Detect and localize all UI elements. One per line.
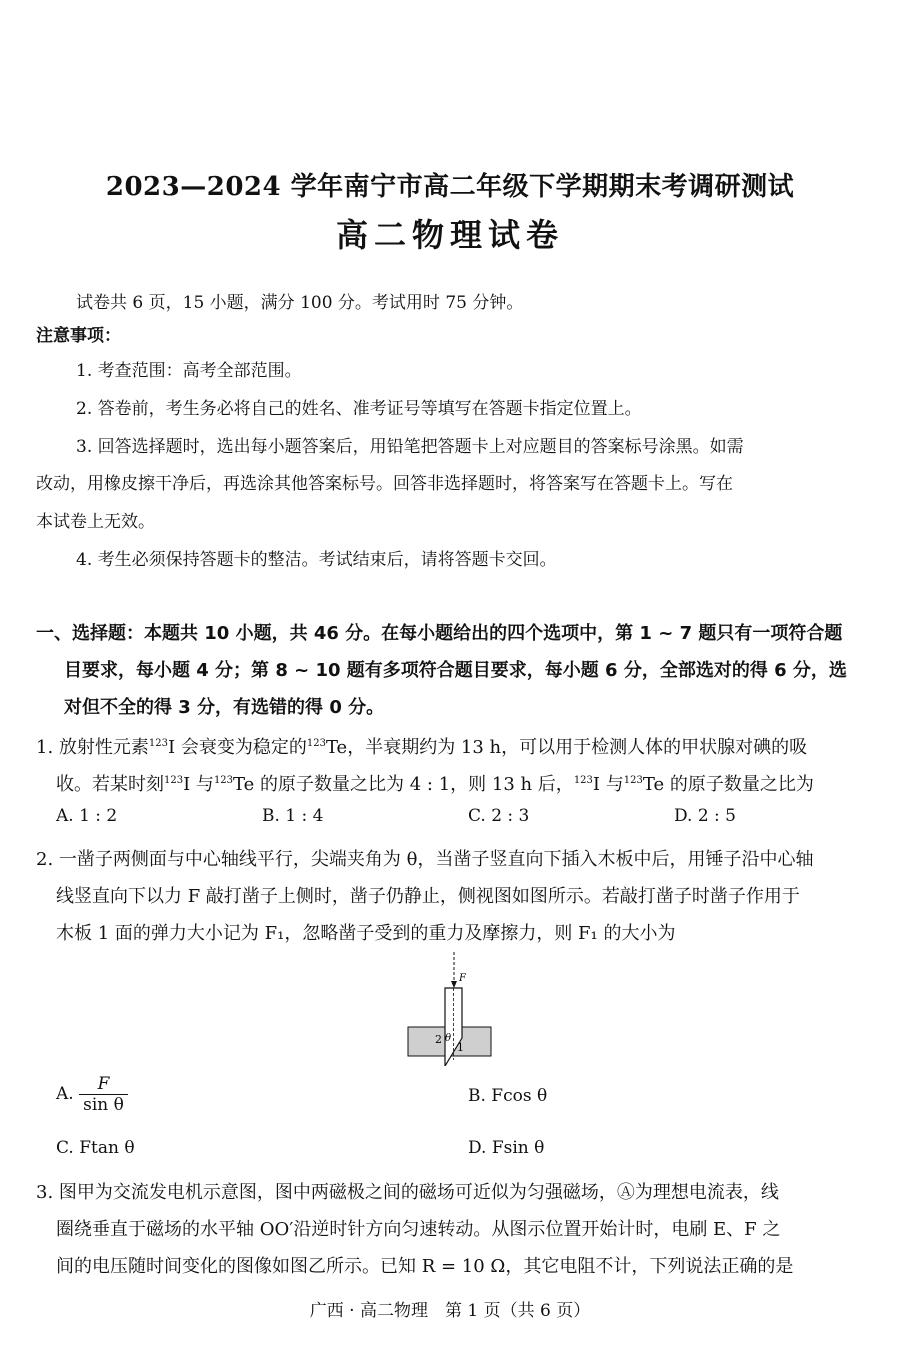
question-1-option-c: C. 2 : 3 — [468, 806, 530, 826]
question-3-line3: 间的电压随时间变化的图像如图乙所示。已知 R = 10 Ω，其它电阻不计，下列说法正确的是 — [56, 1256, 794, 1277]
page-footer: 广西 · 高二物理 第 1 页（共 6 页） — [309, 1301, 591, 1321]
section-1-instructions-line1: 一、选择题：本题共 10 小题，共 46 分。在每小题给出的四个选项中，第 1 ~ 7 题只有一项符合题 — [36, 623, 843, 644]
question-2-option-d: D. Fsin θ — [468, 1138, 545, 1158]
chisel-diagram — [400, 948, 500, 1066]
face-1-label: 1 — [457, 1041, 464, 1054]
question-2-option-a: A. $\frac{F}{\text{sin θ}}$ — [56, 1074, 128, 1115]
notes-heading: 注意事项： — [36, 326, 121, 346]
question-2-option-c: C. Ftan θ — [56, 1138, 135, 1158]
option-a-fraction: $\frac{F}{\text{sin θ}}$ — [79, 1074, 128, 1115]
note-item-3-line1: 3. 回答选择题时，选出每小题答案后，用铅笔把答题卡上对应题目的答案标号涂黑。如需 — [76, 437, 744, 457]
note-item-4: 4. 考生必须保持答题卡的整洁。考试结束后，请将答题卡交回。 — [76, 550, 557, 570]
question-2-line1: 2. 一凿子两侧面与中心轴线平行，尖端夹角为 θ，当凿子竖直向下插入木板中后，用锤子沿中心轴 — [36, 849, 814, 870]
note-item-1: 1. 考查范围：高考全部范围。 — [76, 361, 302, 381]
question-1-option-d: D. 2 : 5 — [674, 806, 736, 826]
section-1-instructions-line3: 对但不全的得 3 分，有选错的得 0 分。 — [64, 697, 385, 718]
question-1-option-b: B. 1 : 4 — [262, 806, 324, 826]
question-2-line2: 线竖直向下以力 F 敲打凿子上侧时，凿子仍静止，侧视图如图所示。若敲打凿子时凿子作用于 — [56, 886, 800, 907]
question-1-line2: 收。若某时刻$^{123}$I 与$^{123}$Te 的原子数量之比为 4 : 1，则 13 h 后，$^{123}$I 与$^{123}$Te 的原子数量之比为 — [56, 774, 814, 795]
exam-intro: 试卷共 6 页，15 小题，满分 100 分。考试用时 75 分钟。 — [76, 293, 524, 313]
question-3-line1: 3. 图甲为交流发电机示意图，图中两磁极之间的磁场可近似为匀强磁场，Ⓐ为理想电流表，线 — [36, 1182, 779, 1203]
section-1-instructions-line2: 目要求，每小题 4 分；第 8 ~ 10 题有多项符合题目要求，每小题 6 分，全部选对的得 6 分，选 — [64, 660, 847, 681]
note-item-2: 2. 答卷前，考生务必将自己的姓名、准考证号等填写在答题卡指定位置上。 — [76, 399, 642, 419]
question-2-line3: 木板 1 面的弹力大小记为 F₁，忽略凿子受到的重力及摩擦力，则 F₁ 的大小为 — [56, 923, 676, 944]
question-1-option-a: A. 1 : 2 — [56, 806, 118, 826]
angle-theta-label: θ — [445, 1033, 452, 1044]
force-arrow-head — [451, 981, 457, 988]
note-item-3-line2: 改动，用橡皮擦干净后，再选涂其他答案标号。回答非选择题时，将答案写在答题卡上。写在 — [36, 474, 733, 494]
question-1-line1: 1. 放射性元素$^{123}$I 会衰变为稳定的$^{123}$Te，半衰期约为 13 h，可以用于检测人体的甲状腺对碘的吸 — [36, 737, 808, 758]
question-3-line2: 圈绕垂直于磁场的水平轴 OO′沿逆时针方向匀速转动。从图示位置开始计时，电刷 E、F 之 — [56, 1219, 781, 1240]
note-item-3-line3: 本试卷上无效。 — [36, 512, 155, 532]
question-2-option-b: B. Fcos θ — [468, 1086, 548, 1106]
exam-subtitle: 高二物理试卷 — [335, 216, 564, 254]
face-2-label: 2 — [435, 1033, 442, 1046]
force-label: F — [459, 973, 466, 984]
exam-title: 2023—2024 学年南宁市高二年级下学期期末考调研测试 — [105, 172, 795, 202]
